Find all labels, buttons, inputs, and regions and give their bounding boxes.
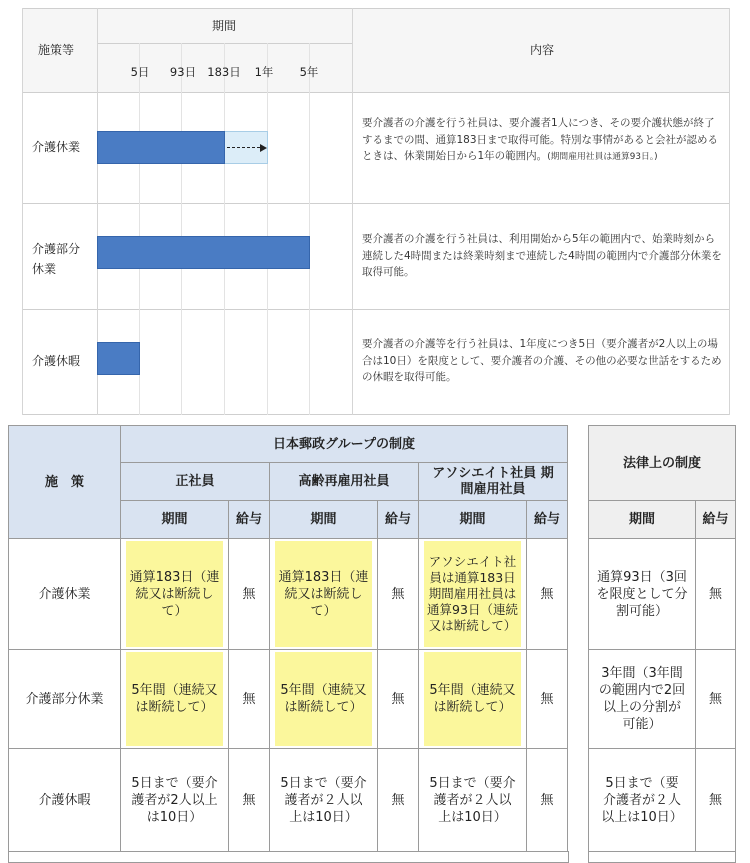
column-header-content: 内容 [530,43,555,57]
divider [22,309,730,310]
salary-cell: 無 [377,649,419,749]
legal-period-cell: 通算93日（3回を限度として分割可能） [588,538,696,650]
category-header: 正社員 [120,462,270,501]
period-bar-leave [97,131,225,164]
period-highlight: アソシエイト社員は通算183日 期間雇用社員は通算93日（連続又は断続して） [424,541,521,647]
period-cell [120,538,229,650]
divider [22,8,730,9]
tick-label: 1年 [254,65,274,79]
row-label-text: 介護部分休業 [32,242,81,276]
gantt-table [22,0,730,415]
salary-subheader: 給与 [228,500,270,539]
legal-period-cell: 3年間（3年間の範囲内で2回以上の分割が可能） [588,649,696,749]
period-cell [269,538,378,650]
category-header: アソシエイト社員 期間雇用社員 [418,462,568,501]
period-subheader: 期間 [588,500,696,539]
divider [22,92,730,93]
legal-salary-cell: 無 [695,649,736,749]
tick-label: 5年 [299,65,319,79]
salary-cell: 無 [228,649,270,749]
period-subheader: 期間 [120,500,229,539]
category-header: 高齢再雇用社員 [269,462,419,501]
measure-header: 施 策 [8,425,121,539]
grid-line [267,43,268,415]
period-cell [269,649,378,749]
period-bar-partial-leave [97,236,310,269]
divider [22,414,730,415]
tick-label: 93日 [169,65,197,79]
period-subheader: 期間 [269,500,378,539]
gantt-header-bg [22,8,730,92]
legal-salary-cell: 無 [695,538,736,650]
grid-line [309,43,310,415]
row-label-leave: 介護休業 [32,140,81,154]
period-highlight: 5年間（連続又は断続して） [275,652,372,746]
salary-cell: 無 [377,538,419,650]
arrow-head-icon [260,144,267,152]
row-label: 介護部分休業 [8,649,121,749]
row-label: 介護休暇 [8,748,121,852]
divider [729,8,730,415]
legal-system-header: 法律上の制度 [588,425,736,501]
salary-cell: 無 [228,538,270,650]
period-cell: 5日まで（要介護者が２人以上は10日） [418,748,527,852]
description-note: (期間雇用社員は通算93日。) [547,152,658,162]
salary-cell: 無 [526,649,568,749]
column-header-period: 期間 [212,19,237,33]
row-label: 介護休業 [8,538,121,650]
period-highlight: 5年間（連続又は断続して） [126,652,223,746]
period-highlight: 5年間（連続又は断続して） [424,652,521,746]
table-row-partial [588,851,736,863]
period-cell [120,649,229,749]
grid-line [224,43,225,415]
legal-salary-cell: 無 [695,748,736,852]
row-description-partial-leave: 要介護者の介護を行う社員は、利用開始から5年の範囲内で、始業時刻から連続した4時間または終業時刻まで連続した4時間の範囲内で介護部分休業を取得可能。 [362,233,722,278]
period-cell [418,649,527,749]
row-label-partial-leave [32,239,88,279]
legal-period-cell: 5日まで（要介護者が２人以上は10日） [588,748,696,852]
tick-label: 5日 [130,65,150,79]
extension-arrow [227,147,260,148]
salary-cell: 無 [377,748,419,852]
row-label-care-day-off: 介護休暇 [32,354,81,368]
row-description-leave [362,115,722,166]
divider [22,8,23,415]
period-highlight: 通算183日（連続又は断続して） [275,541,372,647]
period-subheader: 期間 [418,500,527,539]
tick-label: 183日 [207,65,241,79]
description-text: 要介護者の介護を行う社員は、要介護者1人につき、その要介護状態が終了するまでの間、通算183日まで取得可能。特別な事情があると会社が認めるときは、休業開始日から1年の範囲内。 [362,117,719,162]
divider [352,8,353,415]
salary-subheader: 給与 [377,500,419,539]
column-header-measure: 施策等 [38,43,75,57]
salary-cell: 無 [526,748,568,852]
grid-line [181,43,182,415]
period-cell: 5日まで（要介護者が2人以上は10日） [120,748,229,852]
salary-subheader: 給与 [695,500,736,539]
salary-subheader: 給与 [526,500,568,539]
salary-cell: 無 [526,538,568,650]
table-row-partial [8,851,569,863]
period-cell: 5日まで（要介護者が２人以上は10日） [269,748,378,852]
period-highlight: 通算183日（連続又は断続して） [126,541,223,647]
divider [22,203,730,204]
salary-cell: 無 [228,748,270,852]
group-system-header: 日本郵政グループの制度 [120,425,568,463]
period-cell [418,538,527,650]
period-bar-care-day-off [97,342,140,375]
row-description-care-day-off: 要介護者の介護等を行う社員は、1年度につき5日（要介護者が2人以上の場合は10日）を限度として、要介護者の介護、その他の必要な世話をするための休暇を取得可能。 [362,338,722,383]
